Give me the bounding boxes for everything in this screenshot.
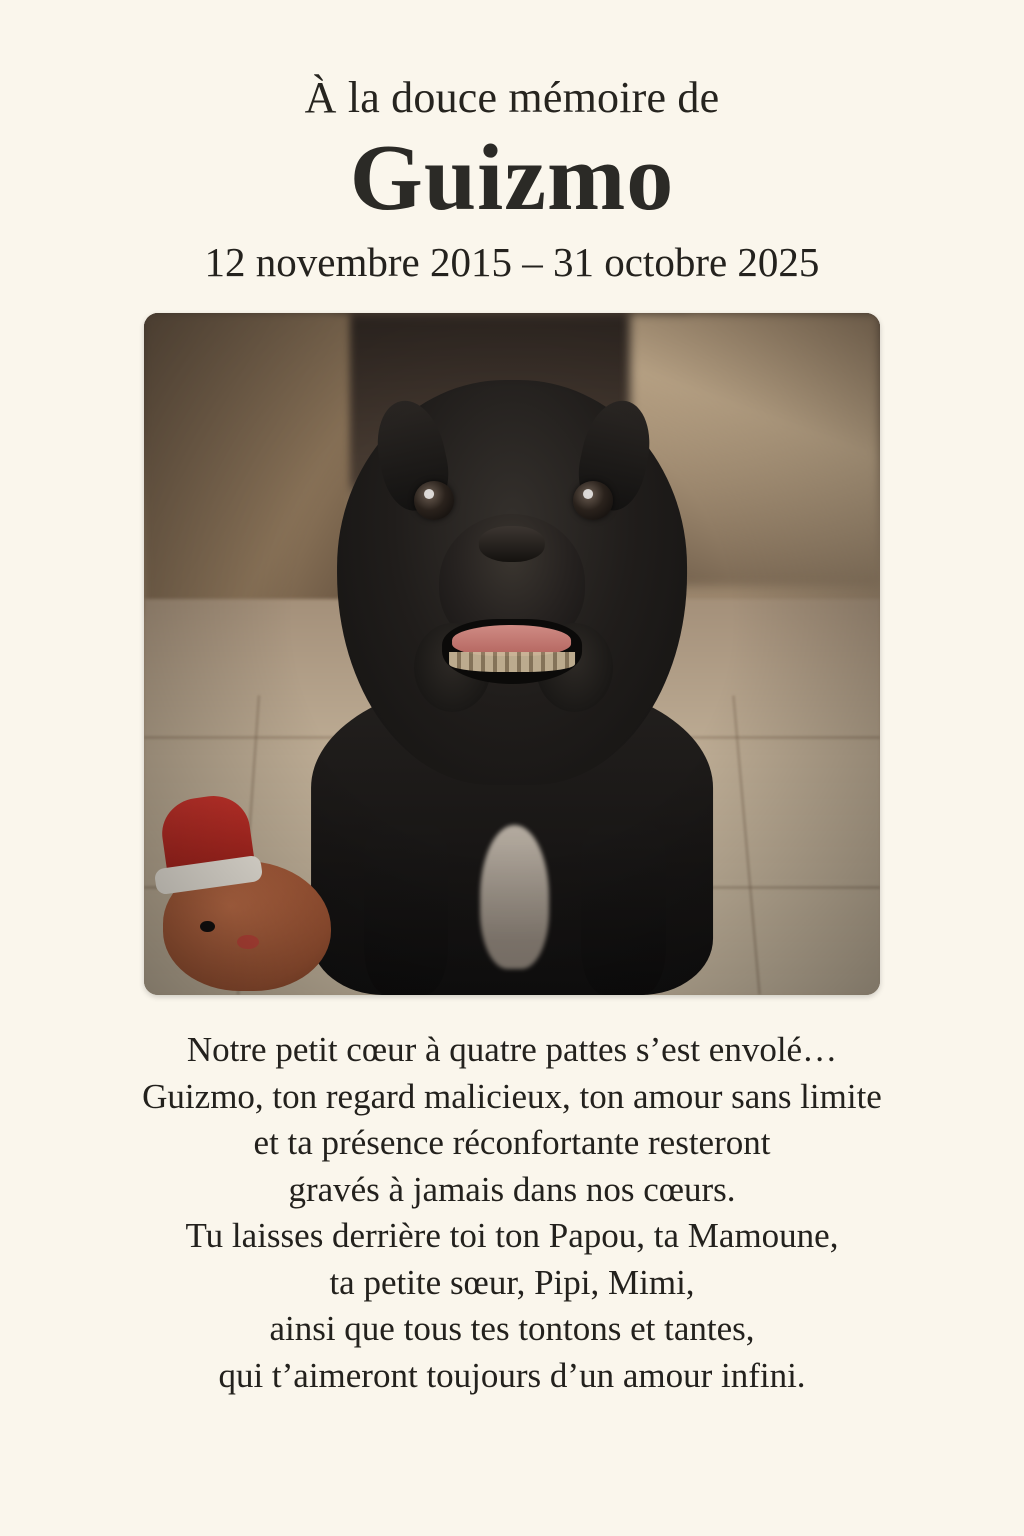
tribute-line: ainsi que tous tes tontons et tantes,: [269, 1309, 755, 1349]
tribute-line: gravés à jamais dans nos cœurs.: [288, 1169, 736, 1209]
tribute-line: Notre petit cœur à quatre pattes s’est envolé…: [186, 1030, 838, 1069]
tribute-line: qui t’aimeront toujours d’un amour infini.: [218, 1355, 806, 1395]
tribute-line: ta petite sœur, Pipi, Mimi,: [329, 1262, 695, 1302]
memorial-intro-text: À la douce mémoire de: [304, 73, 720, 122]
pet-name-title: Guizmo: [349, 126, 675, 231]
photo-vignette: [144, 313, 880, 995]
tribute-line: Guizmo, ton regard malicieux, ton amour sans limite: [142, 1076, 882, 1116]
life-dates: 12 novembre 2015 – 31 octobre 2025: [204, 238, 820, 285]
pet-photo: [144, 313, 880, 995]
memorial-header: [60, 74, 964, 313]
tribute-line: et ta présence réconfortante resteront: [253, 1123, 771, 1163]
tribute-line: Tu laisses derrière toi ton Papou, ta Mamoune,: [185, 1216, 839, 1256]
tribute-text: [60, 1027, 964, 1399]
